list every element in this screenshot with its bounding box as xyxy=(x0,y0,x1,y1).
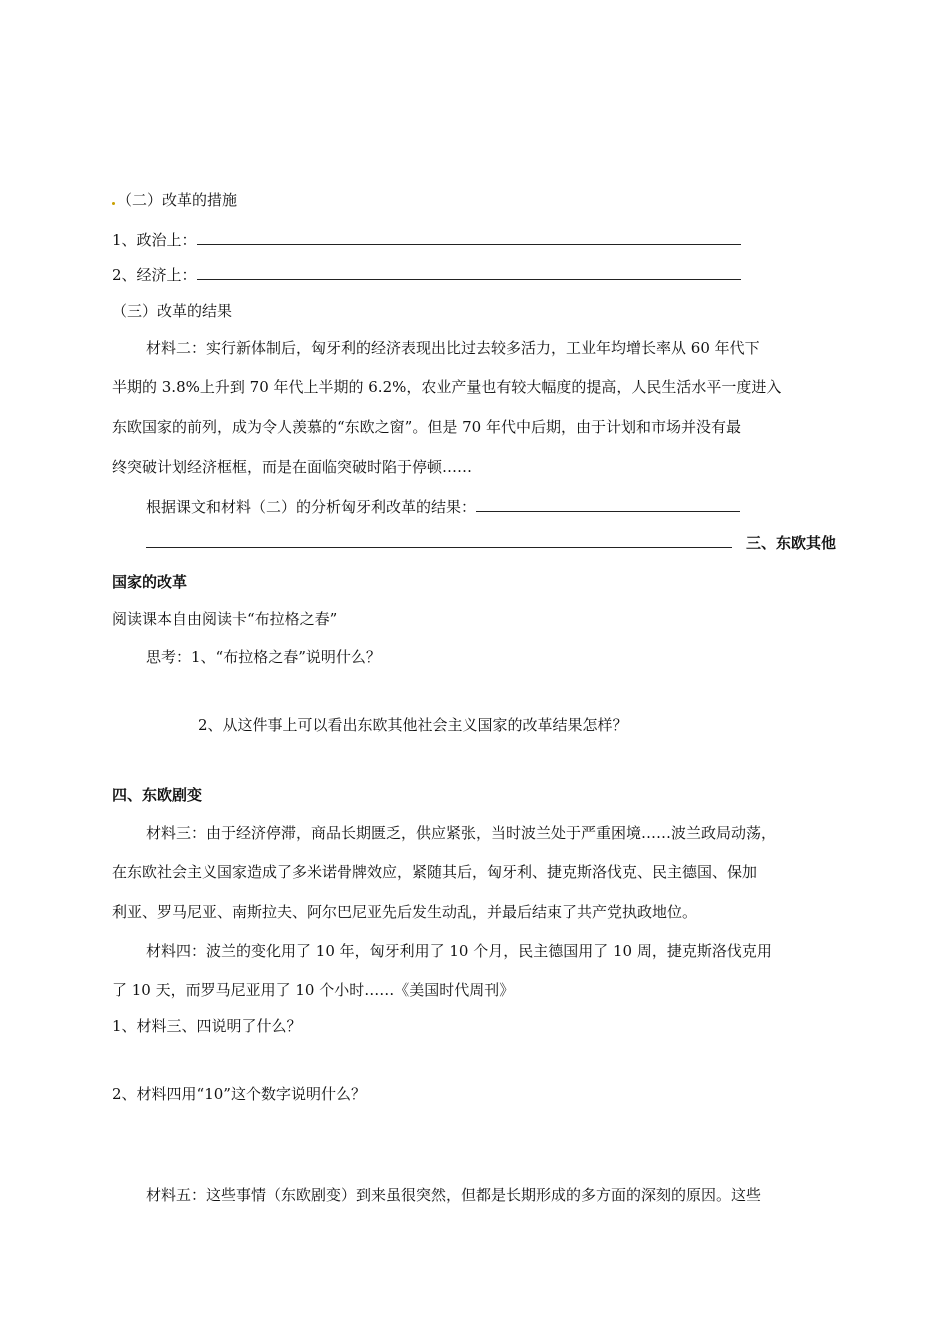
answer-blank[interactable] xyxy=(146,533,732,548)
part-title: 三、东欧其他 xyxy=(745,534,836,552)
material-line: 材料五：这些事情（东欧剧变）到来虽很突然，但都是长期形成的多方面的深刻的原因。这些 xyxy=(146,1186,762,1204)
material-line: 材料三：由于经济停滞，商品长期匮乏，供应紧张，当时波兰处于严重困境……波兰政局动荡， xyxy=(146,824,777,842)
fill-in-item xyxy=(112,265,741,285)
part-title-continued: 国家的改革 xyxy=(112,573,188,591)
reading-instruction: 阅读课本自由阅读卡“布拉格之春” xyxy=(112,610,338,628)
answer-blank[interactable] xyxy=(197,230,741,245)
material-line: 了 10 天，而罗马尼亚用了 10 个小时……《美国时代周刊》 xyxy=(112,981,515,999)
question-line: 2、材料四用“10”这个数字说明什么？ xyxy=(112,1085,366,1103)
fill-in-item xyxy=(112,230,741,250)
part-title: 四、东欧剧变 xyxy=(112,786,203,804)
material-line: 东欧国家的前列，成为令人羡慕的“东欧之窗”。但是 70 年代中后期，由于计划和市场并没有最 xyxy=(112,418,741,436)
material-line: 材料二：实行新体制后，匈牙利的经济表现出比过去较多活力，工业年均增长率从 60 年代下 xyxy=(146,339,760,357)
question-line xyxy=(146,497,740,517)
material-line: 半期的 3.8%上升到 70 年代上半期的 6.2%，农业产量也有较大幅度的提高，人民生活水平一度进入 xyxy=(112,378,782,396)
question-text: 根据课文和材料（二）的分析匈牙利改革的结果： xyxy=(146,498,477,516)
material-line: 终突破计划经济框框，而是在面临突破时陷于停顿…… xyxy=(112,458,473,476)
bullet-dot-icon xyxy=(112,202,115,205)
answer-blank[interactable] xyxy=(476,497,740,512)
material-line: 在东欧社会主义国家造成了多米诺骨牌效应，紧随其后，匈牙利、捷克斯洛伐克、民主德国、保加 xyxy=(112,863,758,881)
think-question: 思考：1、“布拉格之春”说明什么？ xyxy=(146,648,381,666)
section-title: （二）改革的措施 xyxy=(117,191,238,209)
question-line: 1、材料三、四说明了什么？ xyxy=(112,1017,302,1035)
item-label: 1、政治上： xyxy=(112,231,197,249)
answer-blank[interactable] xyxy=(197,265,741,280)
section-heading: （三）改革的结果 xyxy=(112,302,233,320)
item-label: 2、经济上： xyxy=(112,266,197,284)
section-heading xyxy=(112,190,237,210)
answer-line xyxy=(146,533,732,553)
material-line: 利亚、罗马尼亚、南斯拉夫、阿尔巴尼亚先后发生动乱，并最后结束了共产党执政地位。 xyxy=(112,903,698,921)
material-line: 材料四：波兰的变化用了 10 年，匈牙利用了 10 个月，民主德国用了 10 周，捷克斯洛伐克用 xyxy=(146,942,772,960)
think-question: 2、从这件事上可以看出东欧其他社会主义国家的改革结果怎样？ xyxy=(198,716,628,734)
